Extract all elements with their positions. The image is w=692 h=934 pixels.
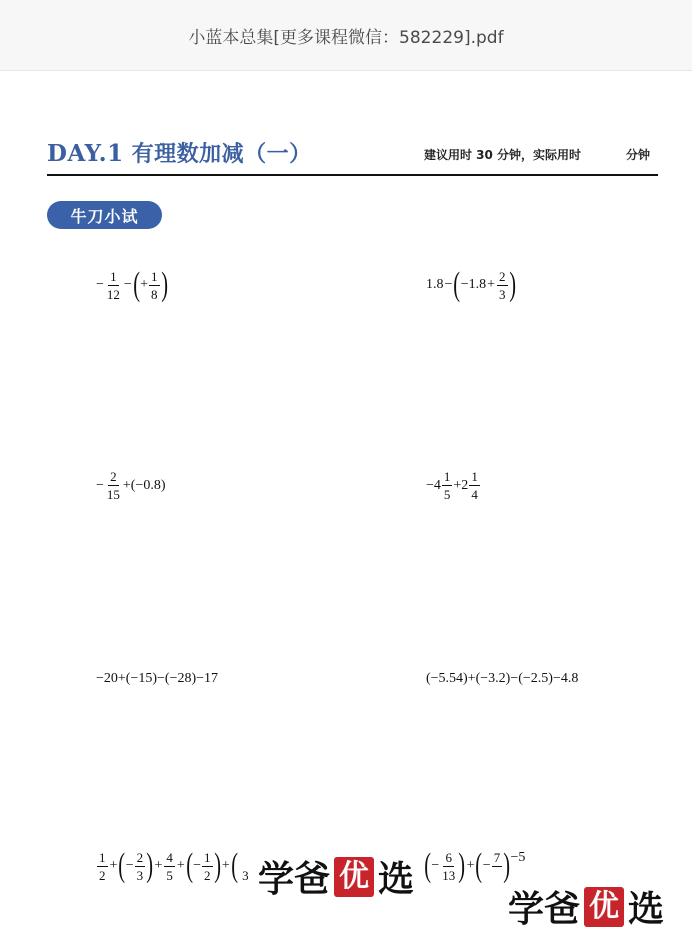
watermark-logo-2: 学爸 优 选	[508, 888, 665, 930]
pdf-page	[0, 71, 692, 934]
fraction: $\frac{4}{5}$	[166, 849, 173, 883]
fraction: $\frac{2}{15}$	[106, 469, 120, 502]
fraction: $\frac{1}{2}$	[99, 849, 106, 883]
topic-title: 有理数加减（一）	[131, 142, 312, 167]
pdf-viewer-titlebar	[0, 0, 692, 71]
problem-5: −20+(−15)−(−28)−17	[96, 671, 219, 686]
problem-1: − $\frac{1}{12}$ − ( + $\frac{1}{8}$ )	[96, 266, 168, 303]
problem-4: −4 $\frac{1}{5}$ +2 $\frac{1}{4}$	[426, 469, 478, 502]
time-unit-text: 分钟	[626, 148, 651, 162]
fraction: $\frac{6}{13}$	[442, 849, 456, 883]
section-badge: 牛刀小试	[47, 201, 162, 229]
watermark-logo: 学爸 优 选	[258, 858, 415, 900]
problem-6: (−5.54)+(−3.2)−(−2.5)−4.8	[426, 671, 579, 686]
document-title: 小蓝本总集[更多课程微信：582229].pdf	[188, 27, 504, 48]
fraction: $\frac{1}{8}$	[151, 268, 158, 302]
day-label: DAY.1	[47, 140, 124, 167]
fraction: $\frac{1}{4}$	[471, 469, 478, 502]
suggested-time-text: 建议用时 30 分钟，实际用时	[424, 148, 582, 162]
day-heading	[47, 137, 312, 168]
fraction: $\frac{1}{5}$	[443, 469, 451, 502]
header-rule	[47, 174, 658, 176]
fraction-partial: 3	[242, 867, 249, 883]
fraction: $\frac{2}{3}$	[136, 849, 144, 883]
fraction: 7	[493, 849, 501, 865]
problem-3: − $\frac{2}{15}$ +(−0.8)	[96, 469, 166, 502]
fraction: $\frac{1}{2}$	[204, 849, 211, 883]
problem-2: 1.8 − ( −1.8 + $\frac{2}{3}$ )	[426, 266, 516, 303]
fraction: $\frac{2}{3}$	[499, 268, 506, 302]
problem-7: $\frac{1}{2}$ + ( − $\frac{2}{3}$ ) + $\frac{4}{5}$ + ( − $\frac{1}{2}$ ) + ( 3	[99, 847, 249, 884]
watermark-red-seal: 优	[334, 857, 374, 897]
problem-8: ( − $\frac{6}{13}$ ) + ( − 7 ) −5	[424, 847, 526, 884]
fraction: $\frac{1}{12}$	[106, 268, 120, 302]
watermark-red-seal: 优	[584, 887, 624, 927]
